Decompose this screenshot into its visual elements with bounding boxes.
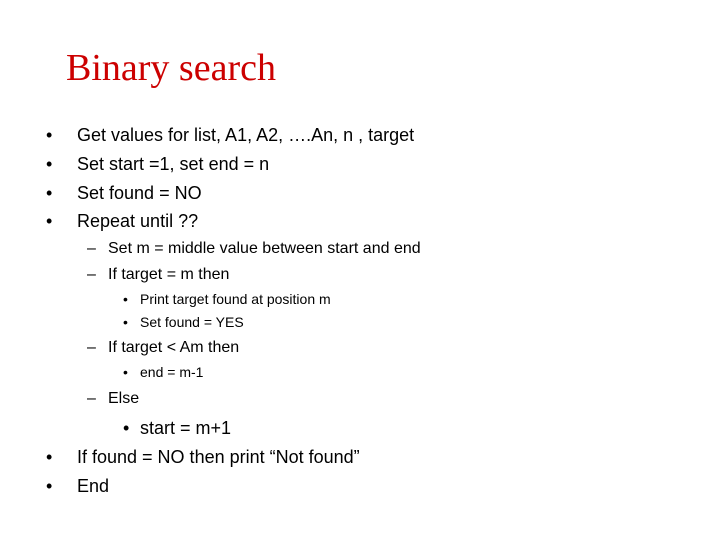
list-item: start = m+1 [140,418,232,438]
list-item: End [77,476,110,496]
list-item: If found = NO then print “Not found” [77,447,360,467]
bullet-icon: • [123,291,128,307]
list-item: Set m = middle value between start and end [108,240,421,257]
list-item: Else [108,390,140,407]
dash-icon: – [87,266,96,283]
list-item: Get values for list, A1, A2, ….An, n , target [77,125,415,145]
bullet-icon: • [123,418,130,438]
list-item: Print target found at position m [140,291,331,307]
bullet-icon: • [46,211,53,231]
list-item: end = m-1 [140,364,204,380]
list-item: If target < Am then [108,339,240,356]
dash-icon: – [87,339,96,356]
bullet-icon: • [46,125,53,145]
bullet-icon: • [46,447,53,467]
slide-title: Binary search [66,47,276,89]
bullet-icon: • [46,183,53,203]
dash-icon: – [87,240,96,257]
bullet-icon: • [46,154,53,174]
bullet-icon: • [123,364,128,380]
list-item: Set start =1, set end = n [77,154,270,174]
list-item: Repeat until ?? [77,211,199,231]
bullet-icon: • [123,314,128,330]
dash-icon: – [87,390,96,407]
list-item: Set found = YES [140,314,244,330]
bullet-icon: • [46,476,53,496]
list-item: If target = m then [108,266,230,283]
list-item: Set found = NO [77,183,202,203]
